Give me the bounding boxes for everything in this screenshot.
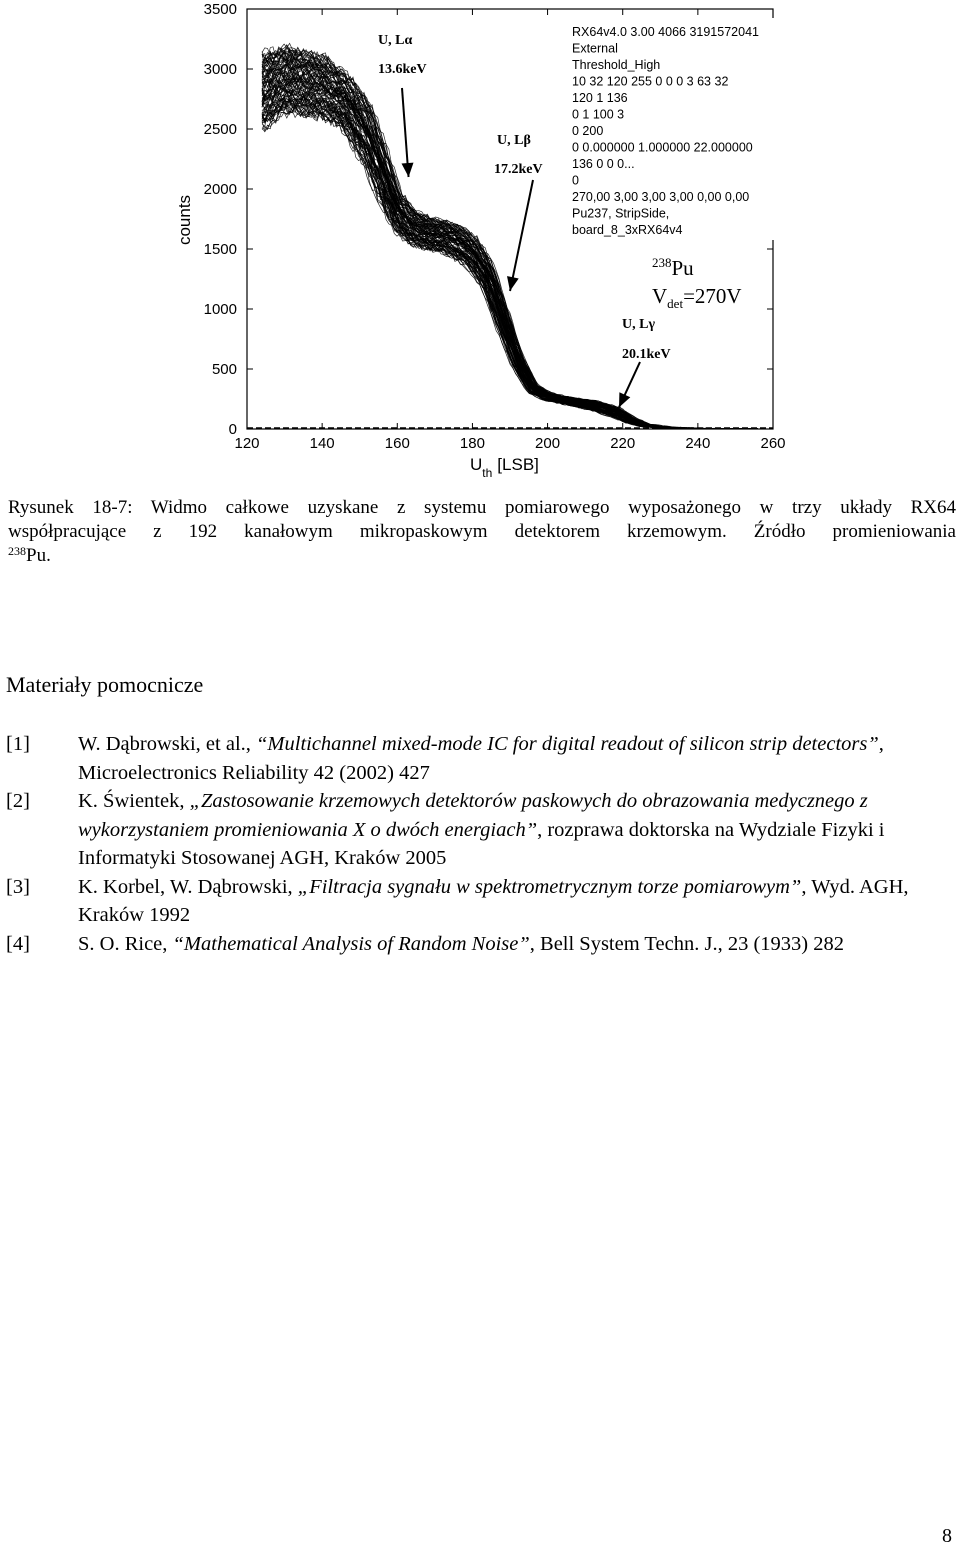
- reference-authors: K. Korbel, W. Dąbrowski,: [78, 875, 298, 898]
- source-label: [652, 255, 694, 280]
- config-text-block: [566, 18, 776, 240]
- y-tick-label: 500: [211, 361, 237, 378]
- reference-title: “Mathematical Analysis of Random Noise”: [172, 932, 530, 955]
- reference-number: [4]: [6, 932, 30, 955]
- annotation-l-alpha-energy: 13.6keV: [378, 62, 427, 77]
- spectrum-figure: [0, 0, 960, 490]
- annotation-l-gamma-energy: 20.1keV: [622, 347, 671, 362]
- caption-mass-number: 238: [8, 544, 26, 558]
- config-text-line: 0 0.000000 1.000000 22.000000: [572, 140, 753, 155]
- x-tick-label: 200: [535, 435, 561, 452]
- references-list: [6, 730, 956, 958]
- annotation-l-gamma-label: U, Lγ: [622, 317, 655, 332]
- reference-item: [6, 787, 956, 873]
- reference-number: [3]: [6, 875, 30, 898]
- annotation-l-beta: [494, 133, 543, 177]
- annotation-l-beta-label: U, Lβ: [497, 133, 531, 148]
- reference-authors: W. Dąbrowski, et al.,: [78, 733, 257, 755]
- config-text-line: 270,00 3,00 3,00 3,00 0,00 0,00: [572, 190, 750, 204]
- reference-item: [6, 930, 956, 959]
- svg-text:Vdet=270V: [652, 284, 742, 311]
- config-text-line: 10 32 120 255 0 0 0 3 63 32: [572, 74, 729, 89]
- annotation-l-alpha: [378, 33, 427, 77]
- config-text-line: RX64v4.0 3.00 4066 3191572041: [572, 25, 759, 39]
- voltage-value: =270V: [683, 284, 742, 308]
- voltage-label: [652, 284, 742, 311]
- y-tick-label: 3000: [203, 61, 237, 78]
- annotation-arrow-line: [510, 180, 533, 291]
- config-text-line: Pu237, StripSide,: [572, 206, 670, 221]
- source-mass-number: 238: [652, 255, 672, 270]
- voltage-subscript: det: [667, 296, 684, 311]
- reference-title: “Multichannel mixed-mode IC for digital readout of silicon strip detectors”: [256, 733, 879, 755]
- config-text-line: 136 0 0 0...: [572, 157, 635, 171]
- source-element: Pu: [671, 256, 694, 280]
- reference-authors: S. O. Rice,: [78, 932, 173, 955]
- x-tick-label: 220: [610, 435, 636, 452]
- y-tick-label: 3500: [203, 1, 237, 18]
- reference-number: [2]: [6, 790, 30, 812]
- x-tick-label: 120: [234, 435, 260, 452]
- annotation-l-beta-energy: 17.2keV: [494, 162, 543, 177]
- annotation-l-alpha-label: U, Lα: [378, 33, 413, 48]
- reference-number: [1]: [6, 733, 30, 755]
- x-tick-label: 180: [459, 435, 485, 452]
- config-text-line: 120 1 136: [572, 91, 628, 105]
- y-axis-label: counts: [175, 194, 194, 246]
- y-tick-label: 0: [228, 421, 237, 438]
- caption-line-1: Rysunek 18-7: Widmo całkowe uzyskane z systemu pomiarowego wyposażonego w trzy układy RX64: [8, 497, 956, 518]
- caption-line-2: współpracujące z 192 kanałowym mikropaskowym detektorem krzemowym. Źródło promieniowania: [8, 521, 956, 542]
- x-tick-label: 240: [685, 435, 711, 452]
- y-tick-label: 1000: [203, 301, 237, 318]
- reference-title: „Filtracja sygnału w spektrometrycznym torze pomiarowym”: [297, 875, 802, 898]
- reference-details: , Microelectronics Reliability 42 (2002) 427: [78, 733, 884, 784]
- config-text-line: 0: [572, 173, 579, 188]
- svg-text:238Pu: [652, 255, 694, 280]
- section-title: Materiały pomocnicze: [6, 672, 204, 697]
- caption-line-3: [8, 544, 956, 568]
- reference-details: , Bell System Techn. J., 23 (1933) 282: [529, 932, 844, 955]
- page-number: 8: [942, 1525, 952, 1547]
- config-text-line: Threshold_High: [572, 58, 661, 72]
- annotation-l-gamma: [618, 310, 680, 368]
- x-axis-label: $U_{th}$ [LSB]: [470, 455, 539, 480]
- reference-item: [6, 873, 956, 930]
- y-tick-label: 2500: [203, 121, 237, 138]
- reference-details: , rozprawa doktorska na Wydziale Fizyki i Informatyki Stosowanej AGH, Kraków 2005: [78, 818, 885, 869]
- x-tick-label: 140: [309, 435, 335, 452]
- reference-item: [6, 730, 956, 787]
- reference-details: , Wyd. AGH, Kraków 1992: [78, 875, 909, 926]
- y-tick-label: 2000: [203, 181, 237, 198]
- reference-title: „Zastosowanie krzemowych detektorów paskowych do obrazowania medycznego z wykorzystaniem promieniowania X o dwóch energiach”: [78, 790, 868, 841]
- x-tick-label: 160: [384, 435, 410, 452]
- caption-tail: Pu.: [26, 545, 51, 566]
- config-text-line: 0 200: [572, 124, 604, 138]
- reference-authors: K. Świentek,: [78, 790, 190, 812]
- config-text-line: board_8_3xRX64v4: [572, 223, 683, 237]
- annotation-arrow-head: [402, 163, 414, 177]
- figure-caption: [8, 496, 956, 568]
- voltage-symbol: V: [652, 284, 668, 308]
- config-text-line: External: [572, 41, 618, 56]
- annotation-arrow-head: [507, 276, 519, 291]
- x-tick-label: 260: [760, 435, 786, 452]
- config-text-line: 0 1 100 3: [572, 107, 625, 122]
- y-tick-label: 1500: [203, 241, 237, 258]
